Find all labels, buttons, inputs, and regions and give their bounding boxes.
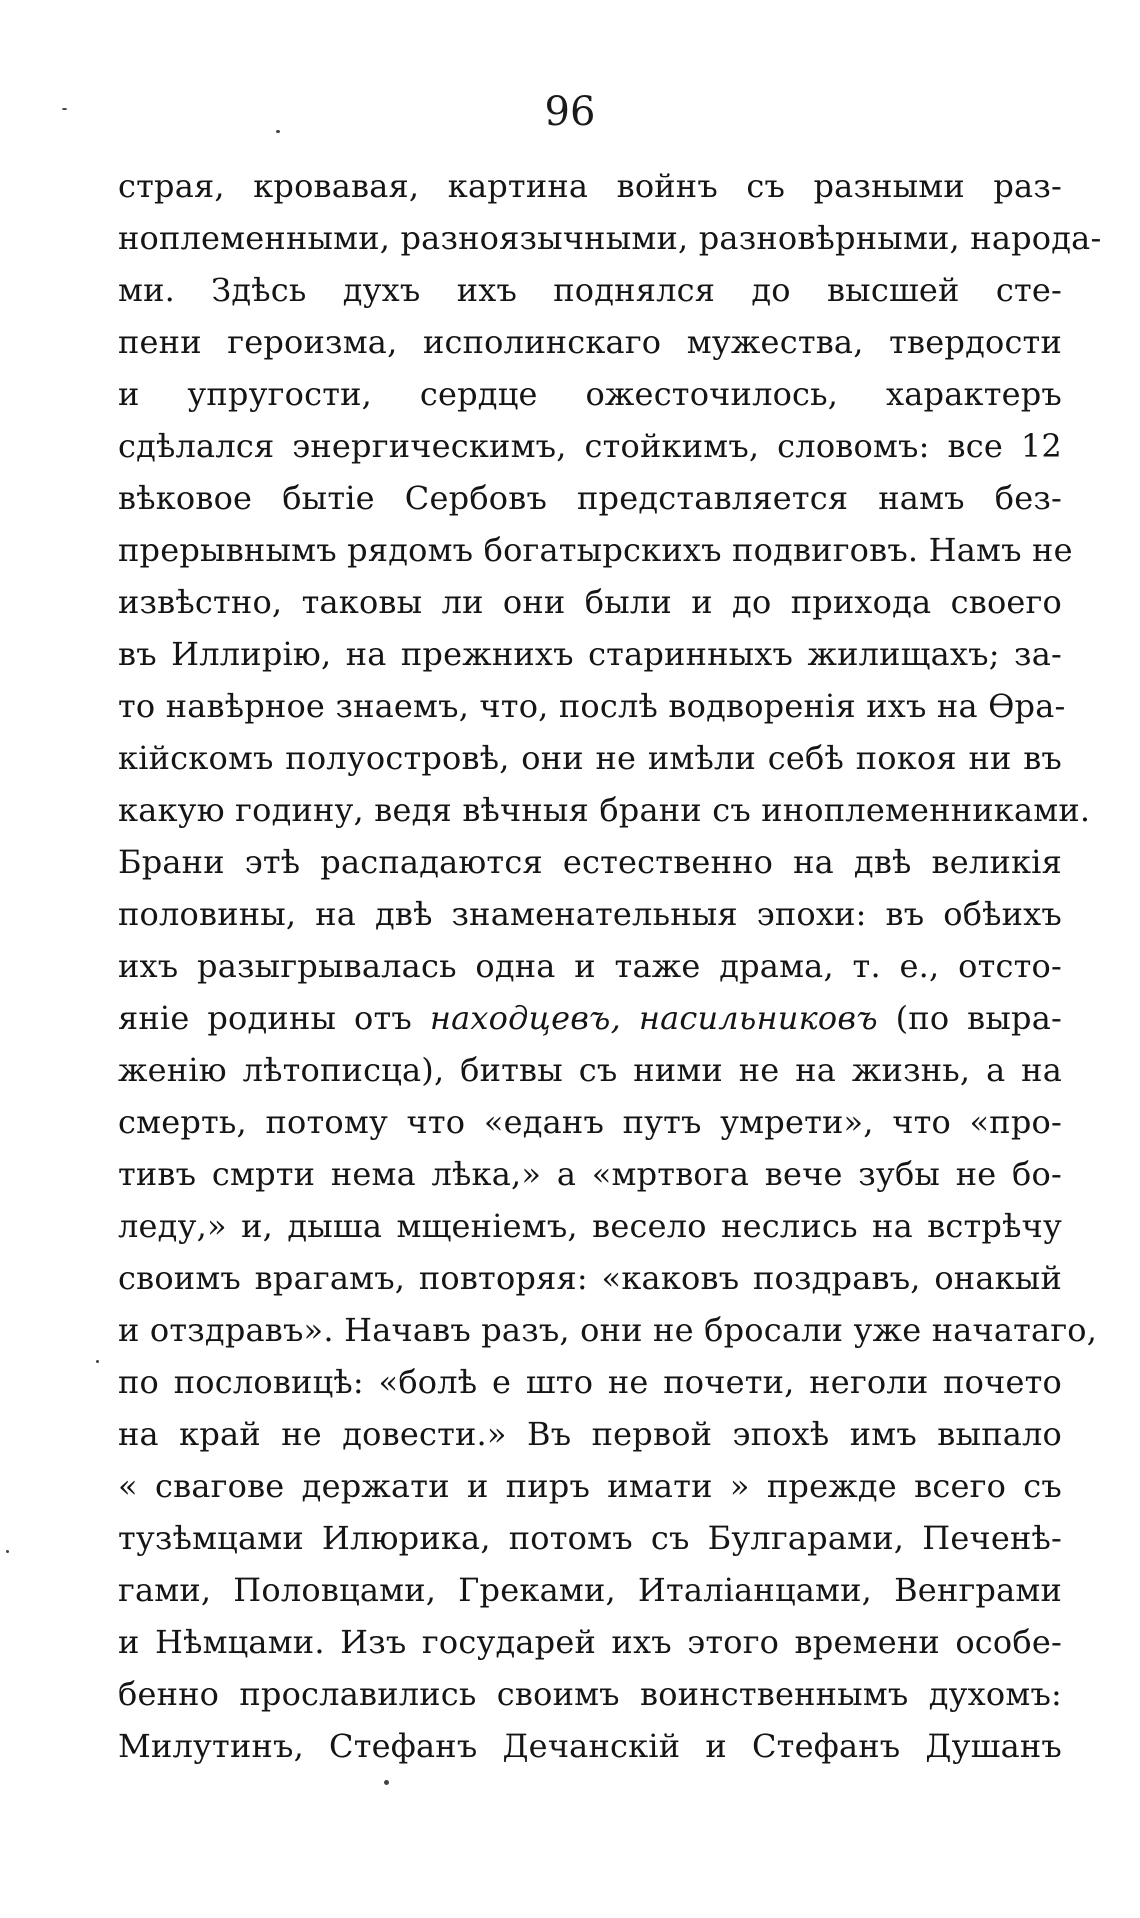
text-fragment: (по выра- <box>877 999 1063 1037</box>
body-text <box>118 160 1102 1772</box>
text-line: женію лѣтописца), битвы съ ними не на жизнь, а на <box>118 1051 1062 1089</box>
text-line: и упругости, сердце ожесточилось, характеръ <box>118 375 1062 413</box>
text-line: сдѣлался энергическимъ, стойкимъ, словомъ: все 12 <box>118 427 1062 465</box>
text-line: « свагове держати и пиръ имати » прежде всего съ <box>118 1467 1062 1505</box>
text-line: Милутинъ, Стефанъ Дечанскій и Стефанъ Душанъ <box>118 1727 1062 1765</box>
text-line: и Нѣмцами. Изъ государей ихъ этого времени особе- <box>118 1623 1062 1661</box>
text-line: вѣковое бытіе Сербовъ представляется намъ без- <box>118 479 1062 517</box>
text-line: ноплеменными, разноязычными, разновѣрными, народа- <box>118 219 1102 257</box>
text-line: своимъ врагамъ, повторяя: «каковъ поздравъ, онакый <box>118 1259 1062 1297</box>
page-number: 96 <box>544 89 596 135</box>
scan-speck <box>96 1360 99 1363</box>
text-line: и отздравъ». Начавъ разъ, они не бросали уже начатаго, <box>118 1311 1098 1349</box>
text-line: какую годину, ведя вѣчныя брани съ иноплеменниками. <box>118 791 1091 829</box>
text-line: тивъ смрти нема лѣка,» а «мртвога вече зубы не бо- <box>118 1155 1062 1193</box>
text-line: гами, Половцами, Греками, Италіанцами, Венграми <box>118 1571 1062 1609</box>
text-line: то навѣрное знаемъ, что, послѣ водворенія ихъ на Ѳра- <box>118 687 1066 725</box>
text-fragment: яніе родины отъ <box>118 999 430 1037</box>
text-line: ихъ разыгрывалась одна и таже драма, т. е., отсто- <box>118 947 1062 985</box>
text-line: по пословицѣ: «болѣ е што не почети, неголи почето <box>118 1363 1062 1401</box>
text-line: тузѣмцами Илюрика, потомъ съ Булгарами, Печенѣ- <box>118 1519 1062 1557</box>
text-line: пени героизма, исполинскаго мужества, твердости <box>118 323 1062 361</box>
scan-speck <box>276 130 280 133</box>
text-line: бенно прославились своимъ воинственнымъ духомъ: <box>118 1675 1062 1713</box>
text-line: Брани этѣ распадаются естественно на двѣ великія <box>118 843 1062 881</box>
text-line: въ Иллирію, на прежнихъ старинныхъ жилищахъ; за- <box>118 635 1062 673</box>
italic-text-fragment: находцевъ, насильниковъ <box>429 999 878 1037</box>
text-line: смерть, потому что «еданъ путъ умрети», что «про- <box>118 1103 1062 1141</box>
text-line: половины, на двѣ знаменательныя эпохи: въ обѣихъ <box>118 895 1062 933</box>
scan-speck <box>384 1780 389 1785</box>
text-line: ми. Здѣсь духъ ихъ поднялся до высшей сте- <box>118 271 1062 309</box>
text-line: извѣстно, таковы ли они были и до прихода своего <box>118 583 1062 621</box>
text-line: прерывнымъ рядомъ богатырскихъ подвиговъ. Намъ не <box>118 531 1073 569</box>
text-line: страя, кровавая, картина войнъ съ разными раз- <box>118 167 1062 205</box>
scan-speck <box>62 108 67 110</box>
text-line: леду,» и, дыша мщеніемъ, весело неслись на встрѣчу <box>118 1207 1062 1245</box>
text-line: на край не довести.» Въ первой эпохѣ имъ выпало <box>118 1415 1062 1453</box>
text-line: кійскомъ полуостровѣ, они не имѣли себѣ покоя ни въ <box>118 739 1062 777</box>
text-line-mixed <box>118 992 1062 1044</box>
scan-speck <box>6 1550 9 1553</box>
